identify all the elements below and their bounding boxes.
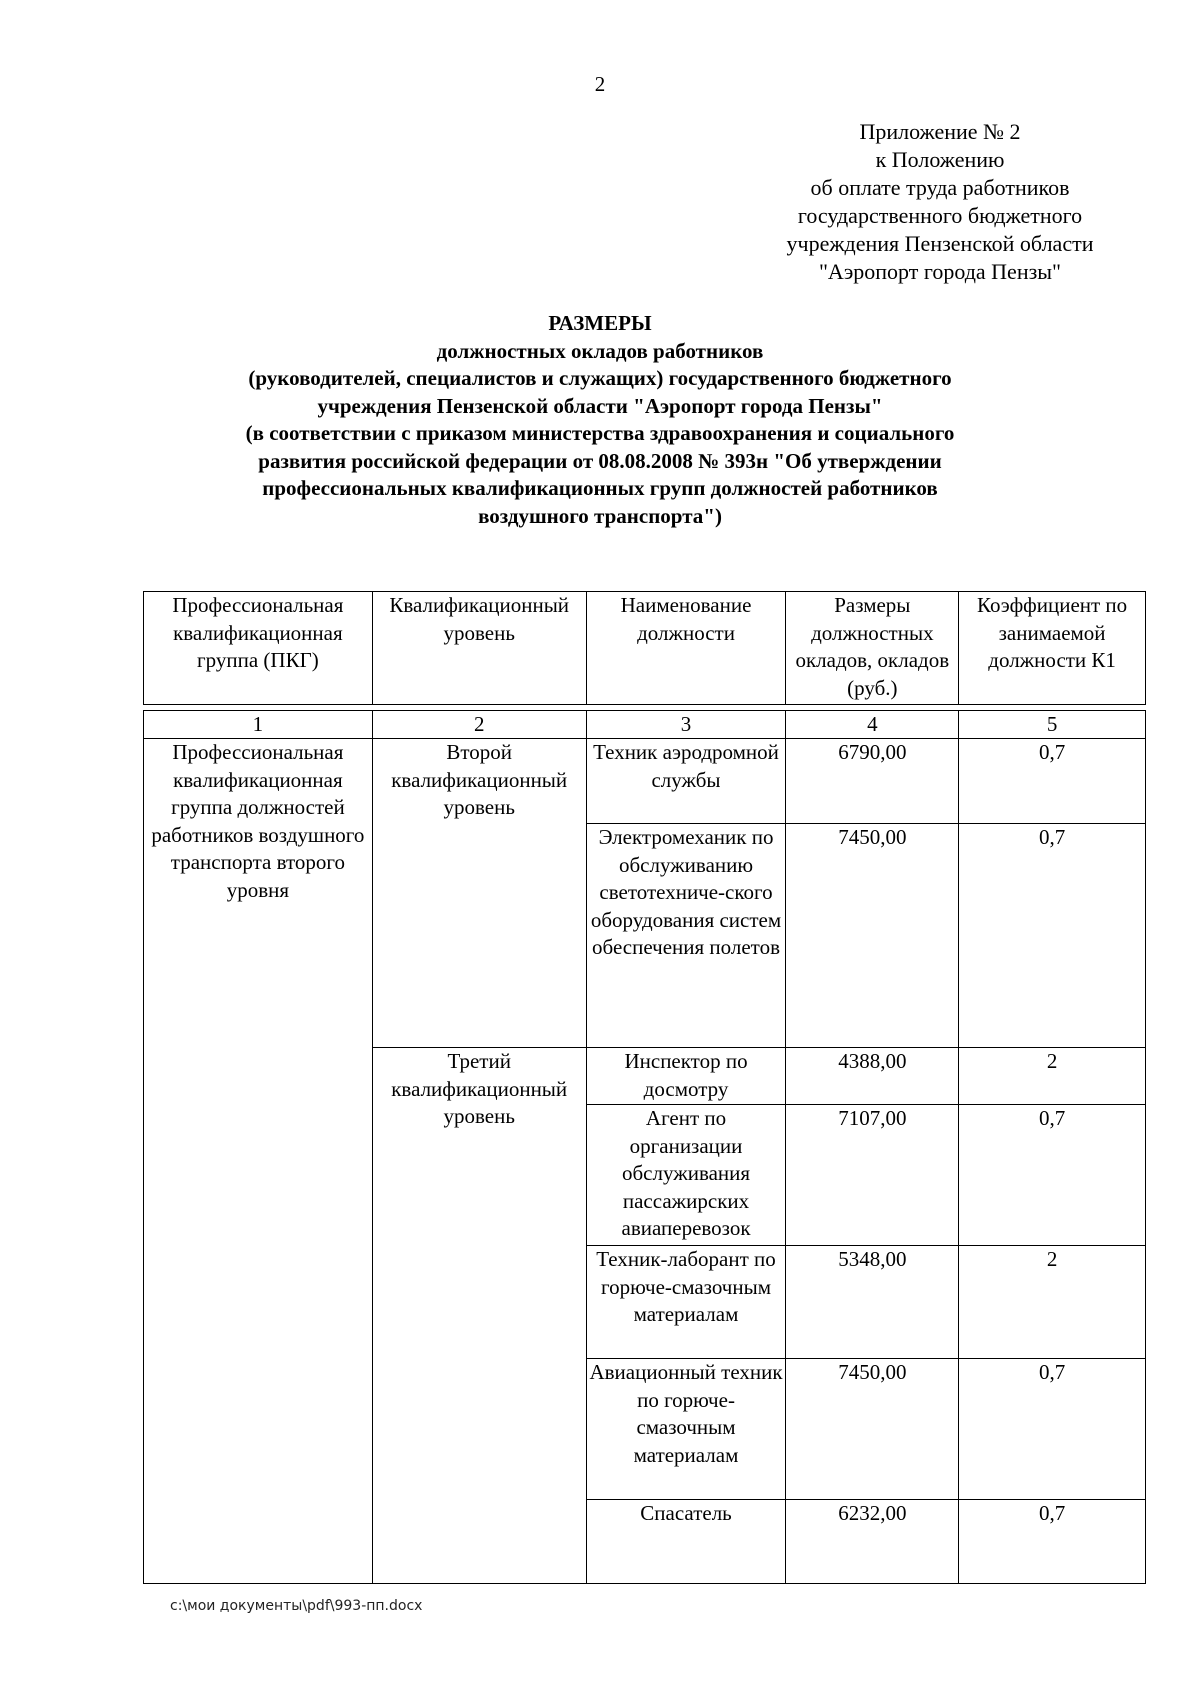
header-salary: Размеры должностных окладов, окладов (руб.) — [786, 592, 959, 705]
coefficient-cell: 2 — [959, 1048, 1146, 1105]
salary-cell: 5348,00 — [786, 1246, 959, 1359]
appendix-line: Приложение № 2 — [859, 119, 1021, 144]
table-row — [144, 739, 1146, 824]
position-cell: Спасатель — [586, 1500, 786, 1584]
position-cell: Техник аэродромной службы — [586, 739, 786, 824]
column-number-row — [144, 711, 1146, 739]
level-cell: Третий квалификационный уровень — [372, 1048, 586, 1584]
coefficient-cell: 0,7 — [959, 1105, 1146, 1246]
title-line: РАЗМЕРЫ — [548, 311, 652, 335]
appendix-line: к Положению — [875, 147, 1005, 172]
salary-cell: 6790,00 — [786, 739, 959, 824]
level-cell: Второй квалификационный уровень — [372, 739, 586, 1048]
salary-cell: 7107,00 — [786, 1105, 959, 1246]
position-cell: Агент по организации обслуживания пассажирских авиаперевозок — [586, 1105, 786, 1246]
title-line: (руководителей, специалистов и служащих) государственного бюджетного — [248, 366, 952, 390]
position-cell: Авиационный техник по горюче-смазочным материалам — [586, 1359, 786, 1500]
page-number: 2 — [594, 72, 606, 96]
salary-cell: 7450,00 — [786, 1359, 959, 1500]
column-number: 5 — [959, 711, 1146, 739]
header-level: Квалификационный уровень — [372, 592, 586, 705]
column-number: 3 — [586, 711, 786, 739]
position-cell: Инспектор по досмотру — [586, 1048, 786, 1105]
appendix-line: об оплате труда работников — [810, 175, 1070, 200]
title-line: (в соответствии с приказом министерства здравоохранения и социального — [245, 421, 955, 445]
salary-cell: 4388,00 — [786, 1048, 959, 1105]
column-number: 1 — [144, 711, 373, 739]
table-header-row — [144, 592, 1146, 705]
coefficient-cell: 0,7 — [959, 824, 1146, 1048]
appendix-reference — [770, 118, 1110, 286]
appendix-line: учреждения Пензенской области — [786, 231, 1094, 256]
file-path-footer: c:\мои документы\pdf\993-пп.docx — [170, 1598, 423, 1614]
header-pkg: Профессиональная квалификационная группа (ПКГ) — [144, 592, 373, 705]
coefficient-cell: 0,7 — [959, 1359, 1146, 1500]
document-title — [200, 310, 1000, 530]
pkg-group-cell: Профессиональная квалификационная группа должностей работников воздушного транспорта второго уровня — [144, 739, 373, 1584]
title-line: профессиональных квалификационных групп должностей работников — [262, 476, 938, 500]
title-line: должностных окладов работников — [436, 338, 764, 363]
appendix-line: государственного бюджетного — [797, 203, 1083, 228]
column-number: 2 — [372, 711, 586, 739]
salary-table — [143, 591, 1146, 1584]
position-cell: Электромеханик по обслуживанию светотехниче-ского оборудования систем обеспечения полетов — [586, 824, 786, 1048]
title-line: развития российской федерации от 08.08.2008 № 393н "Об утверждении — [258, 448, 942, 473]
header-position: Наименование должности — [586, 592, 786, 705]
coefficient-cell: 0,7 — [959, 739, 1146, 824]
coefficient-cell: 2 — [959, 1246, 1146, 1359]
salary-cell: 6232,00 — [786, 1500, 959, 1584]
column-number: 4 — [786, 711, 959, 739]
title-line: воздушного транспорта") — [478, 503, 722, 528]
salary-cell: 7450,00 — [786, 824, 959, 1048]
header-coefficient: Коэффициент по занимаемой должности К1 — [959, 592, 1146, 705]
coefficient-cell: 0,7 — [959, 1500, 1146, 1584]
position-cell: Техник-лаборант по горюче-смазочным материалам — [586, 1246, 786, 1359]
title-line: учреждения Пензенской области "Аэропорт города Пензы" — [317, 393, 883, 418]
appendix-line: "Аэропорт города Пензы" — [818, 259, 1062, 284]
